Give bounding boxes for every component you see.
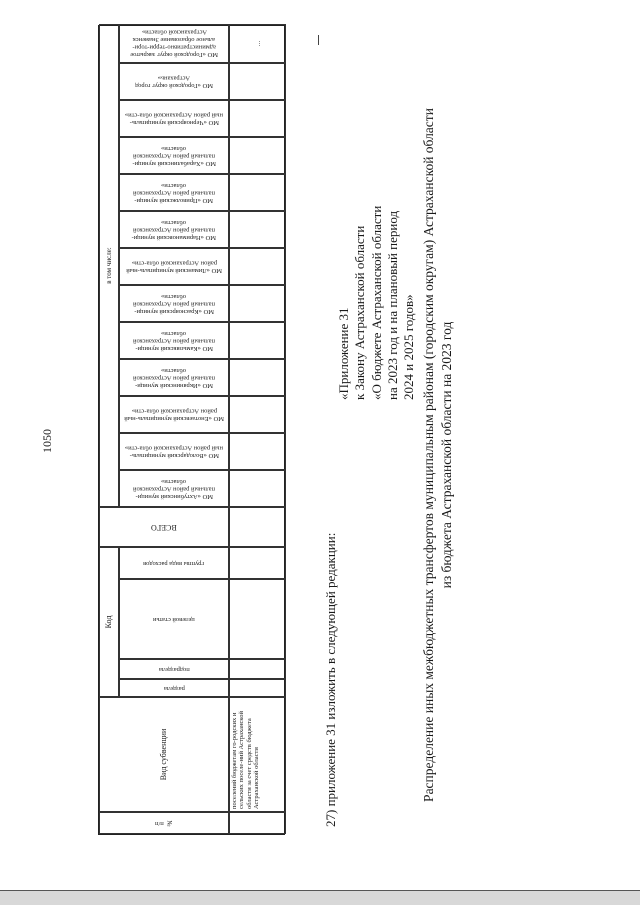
col-mo-krasnoyarsky: МО «Красноярский муници-пальный район Астраханской области» [119,285,229,322]
col-total: ВСЕГО [99,507,229,547]
col-mo-ikryaninsky: МО «Икрянинский муници-пальный район Астраханской области» [119,359,229,396]
row-type-cell: поселений бюджетам го-родских и сельских поселе-ний Астраханской области за счет средств бюджета Астраханской области [229,697,286,812]
col-code-header: Код [99,547,119,697]
appendix-line: «О бюджете Астраханской области [368,205,384,400]
row-mo-cell [229,322,286,359]
appendix-line: на 2023 год и на плановый период [384,210,400,400]
col-incl-header: в том числе: [99,24,119,507]
col-mo-astrakhan: МО «Городской округ город Астрахань» [119,63,229,100]
row-mo-cell [229,285,286,322]
row-mo-cell [229,248,286,285]
row-mo-cell [229,63,286,100]
scan-mark: ... [252,40,262,47]
row-mo-cell [229,396,286,433]
row-mo-cell [229,24,286,63]
row-target-cell [229,579,286,659]
row-group-cell [229,547,286,579]
document-title [420,45,455,865]
row-mo-cell [229,211,286,248]
appendix-line: «Приложение 31 [336,307,351,400]
col-mo-akhtubinsky: МО «Ахтубинский муници-пальный район Астраханской области» [119,470,229,507]
appendix-line: к Закону Астраханской области [352,225,368,400]
row-mo-cell [229,174,286,211]
title-line-2: из бюджета Астраханской области на 2023 год [438,321,454,589]
col-mo-enotaevsky: МО «Енотаевский муниципаль-ный район Астраханской обла-сти» [119,396,229,433]
col-mo-privolzhsky: МО «Приволжский муници-пальный район Астраханской области» [119,174,229,211]
col-mo-limansky: МО «Лиманский муниципаль-ный район Астраханской обла-сти» [119,248,229,285]
row-number-cell [229,812,286,834]
col-mo-chernoyarsky: МО «Черноярский муниципаль-ный район Астраханской обла-сти» [119,100,229,137]
col-mo-narimanovsky: МО «Наримановский муници-пальный район Астраханской области» [119,211,229,248]
col-mo-znamensk: МО «Городской округ закрытое административно-терри-тори-альное образование Знаменск Астраханской области» [119,24,229,63]
col-expense-group: группы вида расходов [119,547,229,579]
row-subsection-cell [229,659,286,679]
page-number: 1050 [40,429,54,453]
title-line-1: Распределение иных межбюджетных трансфертов муниципальным районам (городским округам) Астраханской области [421,108,436,802]
row-mo-cell [229,137,286,174]
col-mo-kamyzyaksky: МО «Камызякский муници-пальный район Астраханской области» [119,322,229,359]
row-mo-cell [229,433,286,470]
appendix-line: 2024 и 2025 годов» [401,294,416,400]
col-number-header: № п/п [99,812,229,834]
col-type-header: Вид субвенции [99,697,229,812]
subsidy-table [98,25,285,835]
appendix-header [336,30,417,400]
row-section-cell [229,679,286,697]
row-total-cell [229,507,286,547]
row-mo-cell [229,359,286,396]
col-mo-volodarsky: МО «Володарский муниципаль-ный район Астраханской обла-сти» [119,433,229,470]
row-mo-cell [229,100,286,137]
col-section: раздела [119,679,229,697]
clause-text: 27) приложение 31 изложить в следующей редакции: [323,532,338,827]
row-mo-cell [229,470,286,507]
scan-dash [318,35,319,45]
col-mo-kharabalinsky: МО «Харабалинский муници-пальный район Астраханской области» [119,137,229,174]
col-subsection: подраздела [119,659,229,679]
col-target-article: целевой статьи [119,579,229,659]
